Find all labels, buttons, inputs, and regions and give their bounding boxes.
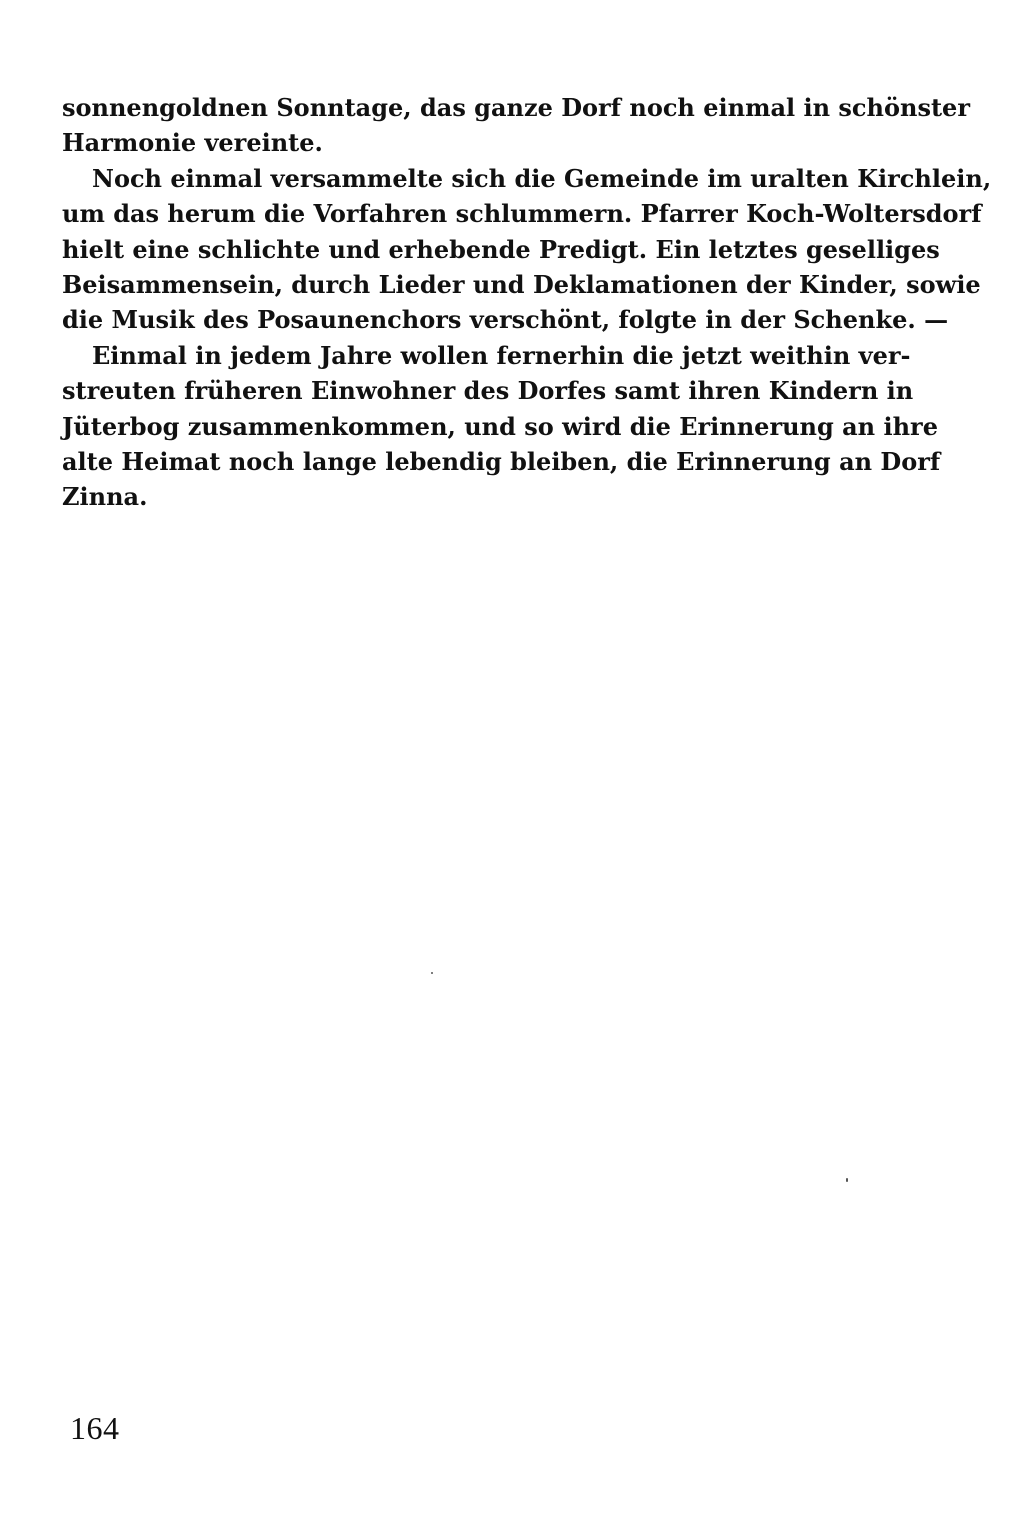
text-line: sonnengoldnen Sonntage, das ganze Dorf noch einmal in schönster [62, 93, 970, 122]
print-speck [431, 972, 433, 974]
text-line: alte Heimat noch lange lebendig bleiben, die Erinnerung an Dorf [62, 446, 941, 476]
body-text [62, 90, 992, 515]
page-number: 164 [70, 1410, 120, 1446]
text-line: hielt eine schlichte und erhebende Predigt. Ein letztes geselliges [62, 234, 940, 264]
text-line: die Musik des Posaunenchors verschönt, folgte in der Schenke. — [62, 305, 949, 335]
text-line: streuten früheren Einwohner des Dorfes samt ihren Kindern in [62, 376, 914, 406]
text-line: Harmonie vereinte. [62, 128, 323, 158]
text-line: Einmal in jedem Jahre wollen fernerhin die jetzt weithin ver- [92, 340, 911, 370]
text-line: Jüterbog zusammenkommen, und so wird die Erinnerung an ihre [62, 411, 938, 441]
text-line: Noch einmal versammelte sich die Gemeinde im uralten Kirchlein, [92, 163, 992, 193]
text-line: Zinna. [62, 482, 148, 512]
print-speck [846, 1178, 848, 1182]
text-line: um das herum die Vorfahren schlummern. Pfarrer Koch-Woltersdorf [62, 199, 982, 229]
text-line: Beisammensein, durch Lieder und Deklamationen der Kinder, sowie [62, 269, 981, 299]
